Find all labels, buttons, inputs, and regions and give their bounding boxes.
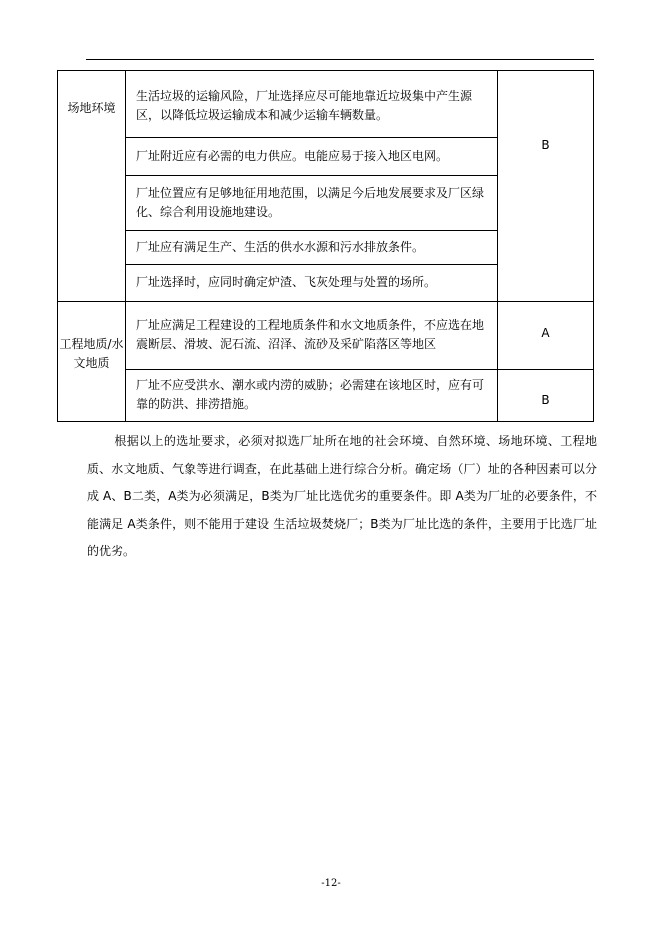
requirement-cell: 厂址不应受洪水、潮水或内涝的威胁；必需建在该地区时，应有可靠的防洪、排涝措施。 (126, 370, 498, 422)
requirement-cell: 厂址附近应有必需的电力供应。电能应易于接入地区电网。 (126, 138, 498, 176)
table-row (58, 370, 594, 422)
category-cell-site-environment: 场地环境 (58, 71, 126, 302)
requirement-cell: 厂址位置应有足够地征用地范围，以满足今后地发展要求及厂区绿化、综合利用设施地建设。 (126, 176, 498, 231)
table-row (58, 302, 594, 370)
requirement-cell: 生活垃圾的运输风险，厂址选择应尽可能地靠近垃圾集中产生源区，以降低垃圾运输成本和减少运输车辆数量。 (126, 71, 498, 138)
grade-cell: B (498, 71, 594, 302)
requirement-cell: 厂址应有满足生产、生活的供水水源和污水排放条件。 (126, 231, 498, 265)
requirement-cell: 厂址应满足工程建设的工程地质条件和水文地质条件，不应选在地震断层、滑坡、泥石流、沼泽、流砂及采矿陷落区等地区 (126, 302, 498, 370)
grade-cell: A (498, 302, 594, 370)
category-cell-geology: 工程地质/水文地质 (58, 302, 126, 422)
requirement-cell: 厂址选择时，应同时确定炉渣、飞灰处理与处置的场所。 (126, 265, 498, 302)
page-number: -12- (321, 878, 341, 889)
paragraph-text: 根据以上的选址要求，必须对拟选厂址所在地的社会环境、自然环境、场地环境、工程地质、水文地质、气象等进行调查，在此基础上进行综合分析。确定场（厂）址的各种因素可以分成 A、B二类，A类为必须满足，B类为厂址比选优劣的重要条件。即 A类为厂址的必要条件，不能满足 A类条件，则不能用于建设 生活垃圾焚烧厂；B类为厂址比选的条件，主要用于比选厂址的优劣。 (87, 434, 597, 558)
site-requirements-table (57, 70, 594, 422)
table-row (58, 71, 594, 138)
header-rule (86, 59, 594, 60)
site-selection-paragraph (87, 428, 597, 566)
grade-cell: B (498, 370, 594, 422)
